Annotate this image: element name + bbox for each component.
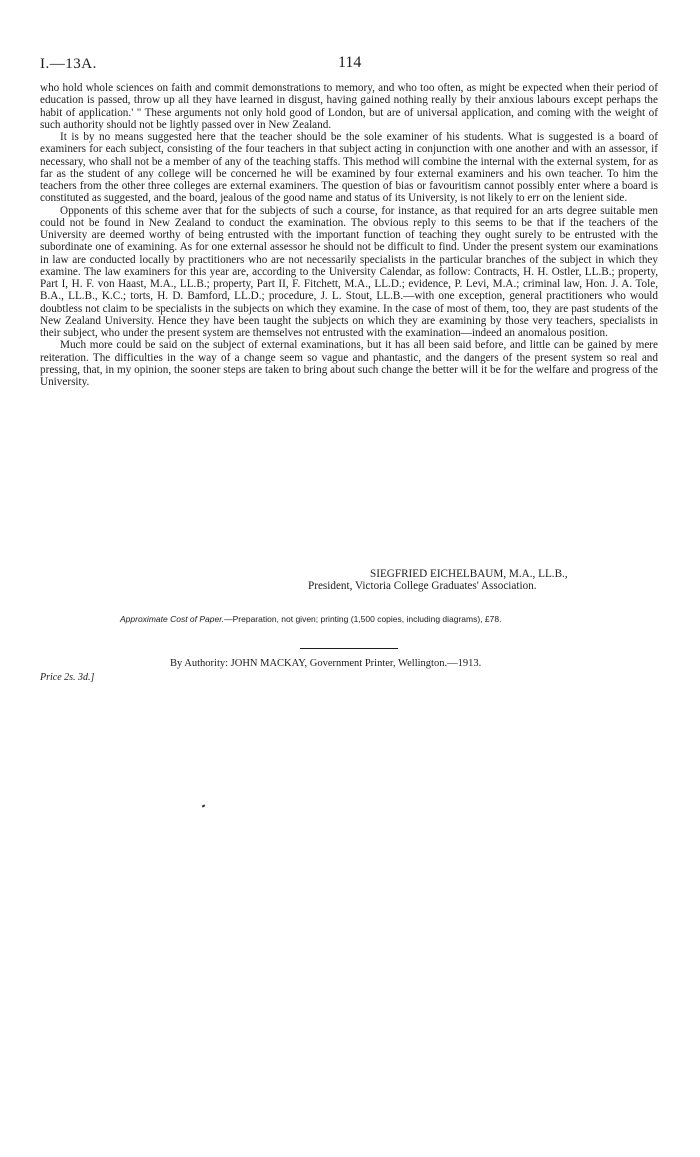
paragraph: who hold whole sciences on faith and commit demonstrations to memory, and who too often, as might be expected when their period of education is passed, throw up all they have learned in disgust, having gained nothing really by their anxious labours except perhaps the habit of application.' " These arguments not only hold good of London, but are of universal application, and coming with the weight of such authority should not be lightly passed over in New Zealand.: [40, 82, 658, 131]
divider: [300, 648, 398, 649]
stray-mark: [202, 804, 206, 807]
paragraph: Opponents of this scheme aver that for the subjects of such a course, for instance, as that required for an arts degree suitable men could not be found in New Zealand to conduct the examination. The obvious reply to this seems to be that if the teachers of the University are deemed worthy of being entrusted with the important function of teaching they ought surely to be entrusted with the subordinate one of examining. As for one external assessor he should not be difficult to find. Under the present system our examinations in law are conducted locally by practitioners who are not necessarily specialists in the particular branches of the subject in which they examine. The law examiners for this year are, according to the University Calendar, as follow: Contracts, H. H. Ostler, LL.B.; property, Part I, H. F. von Haast, M.A., LL.B.; property, Part II, F. Fitchett, M.A., LL.D.; evidence, P. Levi, M.A.; criminal law, Hon. J. A. Tole, B.A., LL.B., K.C.; torts, H. D. Bamford, LL.D.; procedure, J. L. Stout, LL.B.—with one exception, general practitioners who would doubtless not claim to be specialists in the subjects on which they examine. In the case of most of them, too, they are past students of the New Zealand University. Hence they have been taught the subjects on which they are examining by those very teachers, specialists in their subject, who under the present system are themselves not entrusted with the examination—indeed an anomalous position.: [40, 204, 658, 339]
cost-note-text: —Preparation, not given; printing (1,500 copies, including diagrams), £78.: [224, 614, 502, 624]
paragraph: It is by no means suggested here that the teacher should be the sole examiner of his students. What is suggested is a board of examiners for each subject, consisting of the four teachers in that subject acting in conjunction with one another and with an assessor, if necessary, who shall not be a member of any of the teaching staffs. This method will combine the internal with the external system, for as far as the student of any college will be concerned he will be examined by four external examiners and his own teacher. To him the teachers from the other three colleges are external examiners. The question of bias or favouritism cannot possibly enter where a board is constituted as suggested, and the board, jealous of the good name and status of its University, is not likely to err on the lenient side.: [40, 131, 658, 205]
signature-title: President, Victoria College Graduates' Association.: [308, 580, 537, 592]
cost-note-label: Approximate Cost of Paper.: [120, 614, 225, 624]
page-ref: I.—13A.: [40, 56, 97, 72]
signature-name: SIEGFRIED EICHELBAUM, M.A., LL.B.,: [370, 568, 568, 580]
cost-note: [120, 614, 501, 624]
price: Price 2s. 3d.]: [40, 672, 95, 683]
page-number: 114: [338, 54, 362, 71]
body-text: [40, 82, 658, 388]
printer-authority: By Authority: JOHN MACKAY, Government Printer, Wellington.—1913.: [170, 658, 482, 669]
paragraph: Much more could be said on the subject of external examinations, but it has all been said before, and little can be gained by mere reiteration. The difficulties in the way of a change seem so vague and phantastic, and the dangers of the present system so real and pressing, that, in my opinion, the sooner steps are taken to bring about such change the better will it be for the welfare and progress of the University.: [40, 339, 658, 388]
